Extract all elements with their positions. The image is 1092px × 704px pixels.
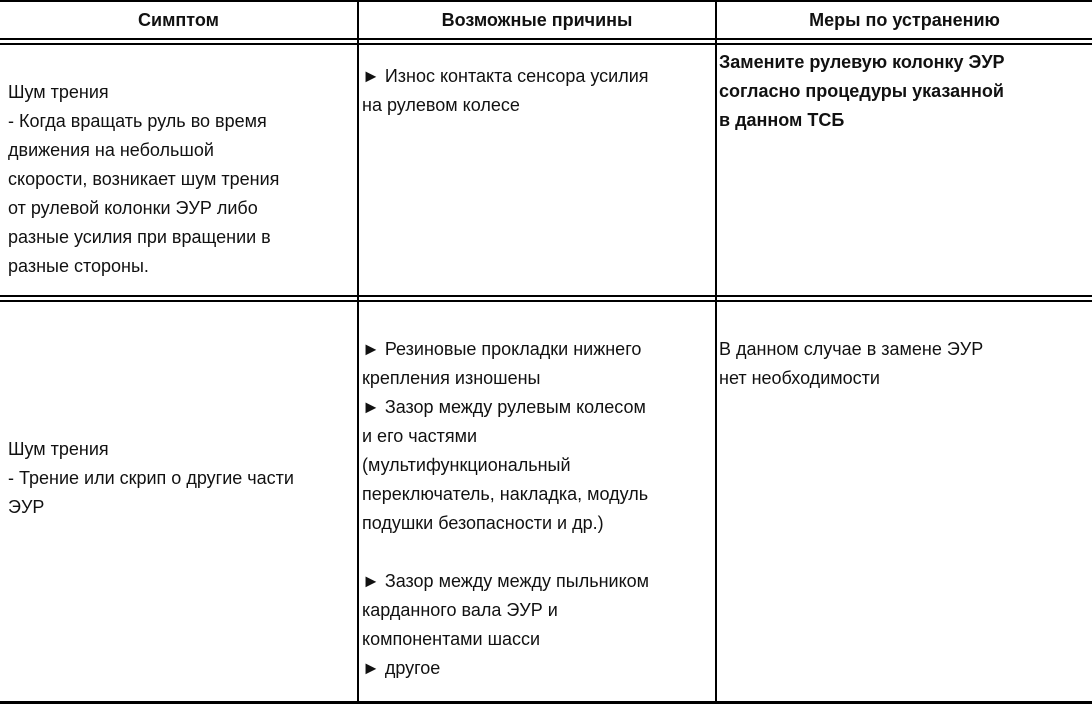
header-remedy-label: Меры по устранению: [809, 9, 1000, 30]
column-divider-2: [715, 0, 717, 704]
row2-cause-line: ► Резиновые прокладки нижнего: [362, 339, 642, 359]
row1-symptom-line: скорости, возникает шум трения: [8, 169, 280, 189]
row1-remedy-line: согласно процедуры указанной: [719, 81, 1004, 101]
row1-symptom-line: - Когда вращать руль во время: [8, 111, 267, 131]
row2-cause-line: ► Зазор между рулевым колесом: [362, 397, 646, 417]
row2-cause-line: ► Зазор между между пыльником: [362, 571, 650, 591]
row1-symptom-line: Шум трения: [8, 82, 109, 102]
row2-cause-line: переключатель, накладка, модуль: [362, 484, 649, 504]
row1-symptom-line: разные стороны.: [8, 256, 149, 276]
row2-remedy-cell: [719, 335, 983, 393]
row2-cause-line: подушки безопасности и др.): [362, 513, 604, 533]
row1-symptom-line: движения на небольшой: [8, 140, 214, 160]
header-symptom-label: Симптом: [138, 9, 219, 30]
row2-cause-line: (мультифункциональный: [362, 455, 571, 475]
header-divider-bottom: [0, 43, 1092, 45]
row-divider-top: [0, 295, 1092, 297]
column-divider-1: [357, 0, 359, 704]
header-causes: [359, 0, 715, 40]
row1-remedy-line: в данном ТСБ: [719, 110, 845, 130]
row1-remedy-cell: [719, 48, 1005, 135]
row2-causes-cell: [362, 335, 649, 683]
row2-cause-line: и его частями: [362, 426, 478, 446]
row2-cause-line: карданного вала ЭУР и: [362, 600, 558, 620]
header-causes-label: Возможные причины: [441, 9, 633, 30]
row2-remedy-line: нет необходимости: [719, 368, 880, 388]
row1-causes-cell: [362, 62, 649, 120]
row2-cause-line: ► другое: [362, 658, 441, 678]
row1-symptom-line: от рулевой колонки ЭУР либо: [8, 198, 258, 218]
row2-symptom-cell: [8, 435, 294, 522]
row2-remedy-line: В данном случае в замене ЭУР: [719, 339, 984, 359]
row2-cause-line: крепления изношены: [362, 368, 541, 388]
row1-symptom-line: разные усилия при вращении в: [8, 227, 271, 247]
row2-cause-line: компонентами шасси: [362, 629, 541, 649]
row1-cause-line: на рулевом колесе: [362, 95, 520, 115]
row-divider-bottom: [0, 300, 1092, 302]
row2-symptom-line: - Трение или скрип о другие части: [8, 468, 294, 488]
header-remedy: [717, 0, 1092, 40]
row2-symptom-line: Шум трения: [8, 439, 109, 459]
header-symptom: [0, 0, 357, 40]
row1-symptom-cell: [8, 78, 279, 281]
row2-symptom-line: ЭУР: [8, 497, 45, 517]
row1-cause-line: ► Износ контакта сенсора усилия: [362, 66, 649, 86]
row1-remedy-line: Замените рулевую колонку ЭУР: [719, 52, 1005, 72]
row2-cause-spacer: [362, 538, 649, 567]
